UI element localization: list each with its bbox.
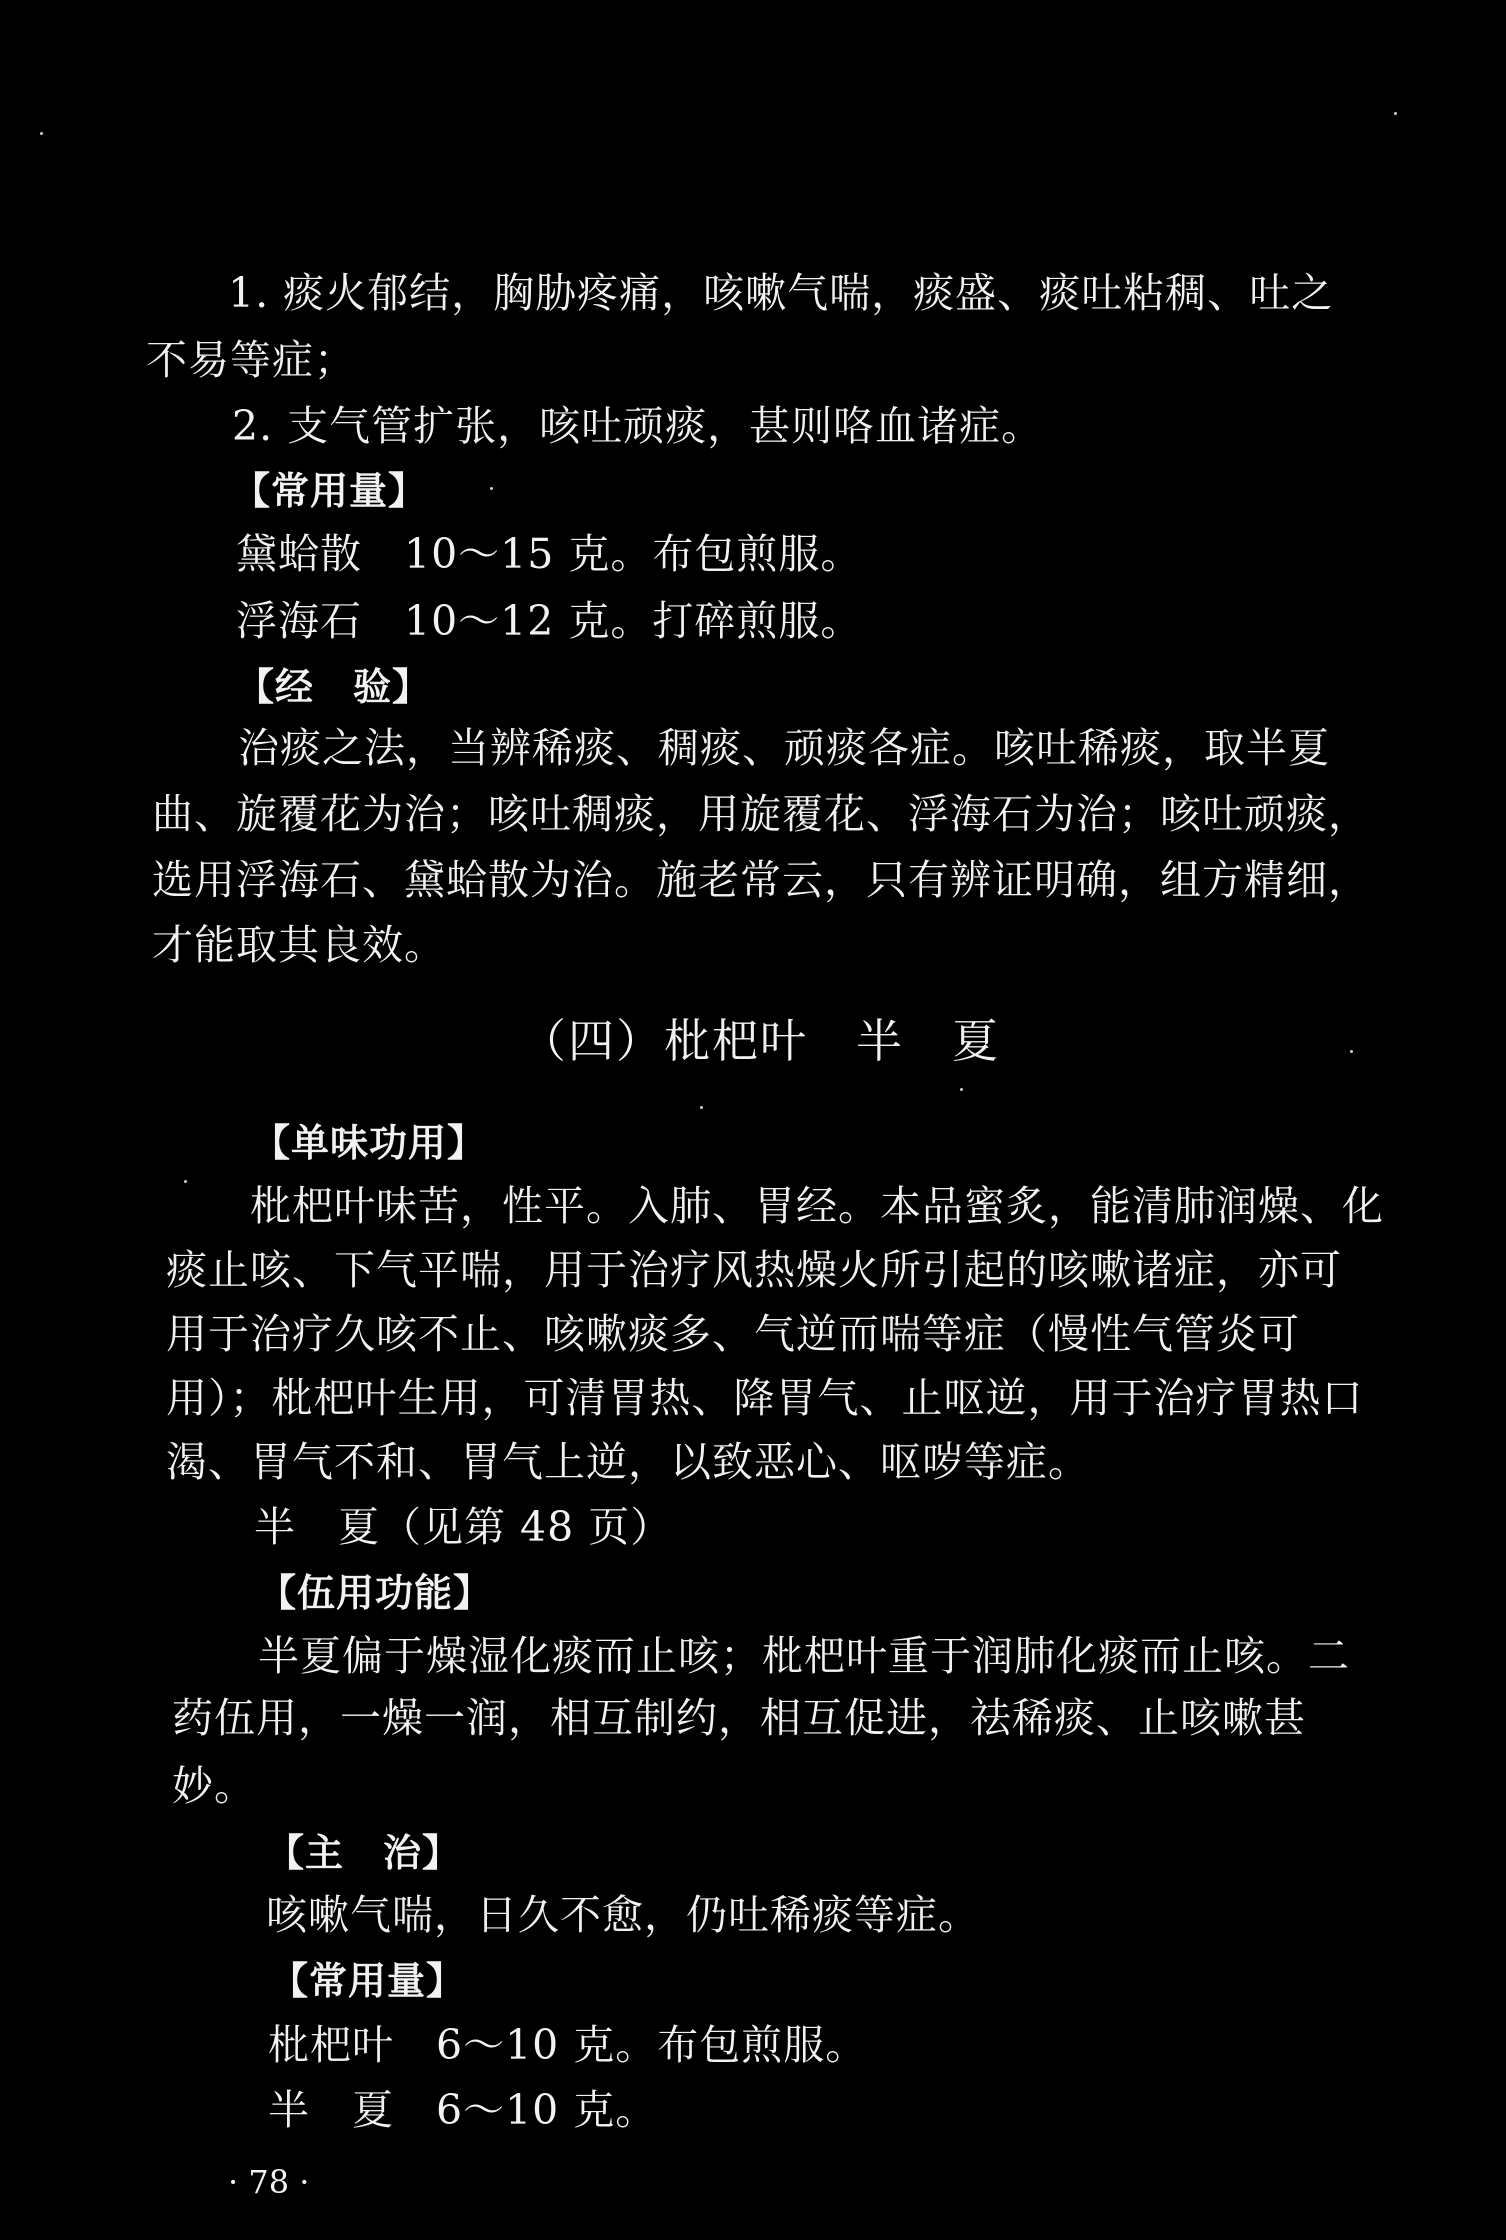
text-line: 选用浮海石、黛蛤散为治。施老常云，只有辨证明确，组方精细， — [152, 856, 1370, 904]
heading-combination: 【伍用功能】 — [258, 1571, 493, 1615]
text-line: 曲、旋覆花为治；咳吐稠痰，用旋覆花、浮海石为治；咳吐顽痰， — [152, 790, 1370, 838]
dosage-line: 浮海石 10～12 克。打碎煎服。 — [236, 597, 863, 645]
text-line: 1. 痰火郁结，胸胁疼痛，咳嗽气喘，痰盛、痰吐粘稠、吐之 — [228, 269, 1334, 317]
scan-speck — [1350, 1050, 1353, 1053]
text-line: 痰止咳、下气平喘，用于治疗风热燥火所引起的咳嗽诸症，亦可 — [166, 1246, 1342, 1294]
text-line: 用于治疗久咳不止、咳嗽痰多、气逆而喘等症（慢性气管炎可 — [166, 1310, 1300, 1358]
heading-dosage: 【常用量】 — [232, 469, 428, 513]
section-title: （四）枇杷叶 半 夏 — [520, 1014, 1000, 1068]
page-number: · 78 · — [228, 2163, 310, 2201]
heading-single-use: 【单味功用】 — [252, 1121, 487, 1165]
heading-indications: 【主 治】 — [266, 1831, 462, 1875]
scan-speck — [40, 132, 43, 135]
scan-speck — [490, 487, 493, 490]
text-line: 不易等症； — [146, 336, 356, 384]
scan-speck — [960, 1088, 963, 1091]
dosage-line: 枇杷叶 6～10 克。布包煎服。 — [268, 2021, 868, 2069]
text-line: 半夏偏于燥湿化痰而止咳；枇杷叶重于润肺化痰而止咳。二 — [258, 1632, 1350, 1680]
text-line: 才能取其良效。 — [152, 921, 446, 969]
text-line: 用）；枇杷叶生用，可清胃热、降胃气、止呕逆，用于治疗胃热口 — [166, 1374, 1364, 1422]
text-line: 2. 支气管扩张，咳吐顽痰，甚则咯血诸症。 — [232, 402, 1044, 450]
scan-speck — [1394, 112, 1397, 115]
text-line: 药伍用，一燥一润，相互制约，相互促进，祛稀痰、止咳嗽甚 — [172, 1694, 1306, 1742]
dosage-line: 黛蛤散 10～15 克。布包煎服。 — [236, 530, 863, 578]
text-line: 渴、胃气不和、胃气上逆，以致恶心、呕哕等症。 — [166, 1438, 1090, 1486]
text-line: 妙。 — [172, 1762, 256, 1810]
scan-speck — [184, 1180, 187, 1183]
dosage-line: 半 夏 6～10 克。 — [268, 2086, 658, 2134]
scan-speck — [700, 1106, 703, 1109]
text-line: 咳嗽气喘，日久不愈，仍吐稀痰等症。 — [266, 1891, 980, 1939]
heading-experience: 【经 验】 — [236, 665, 432, 709]
heading-dosage: 【常用量】 — [270, 1959, 466, 2003]
text-line: 治痰之法，当辨稀痰、稠痰、顽痰各症。咳吐稀痰，取半夏 — [238, 724, 1330, 772]
text-line: 半 夏（见第 48 页） — [254, 1503, 673, 1551]
text-line: 枇杷叶味苦，性平。入肺、胃经。本品蜜炙，能清肺润燥、化 — [250, 1182, 1384, 1230]
